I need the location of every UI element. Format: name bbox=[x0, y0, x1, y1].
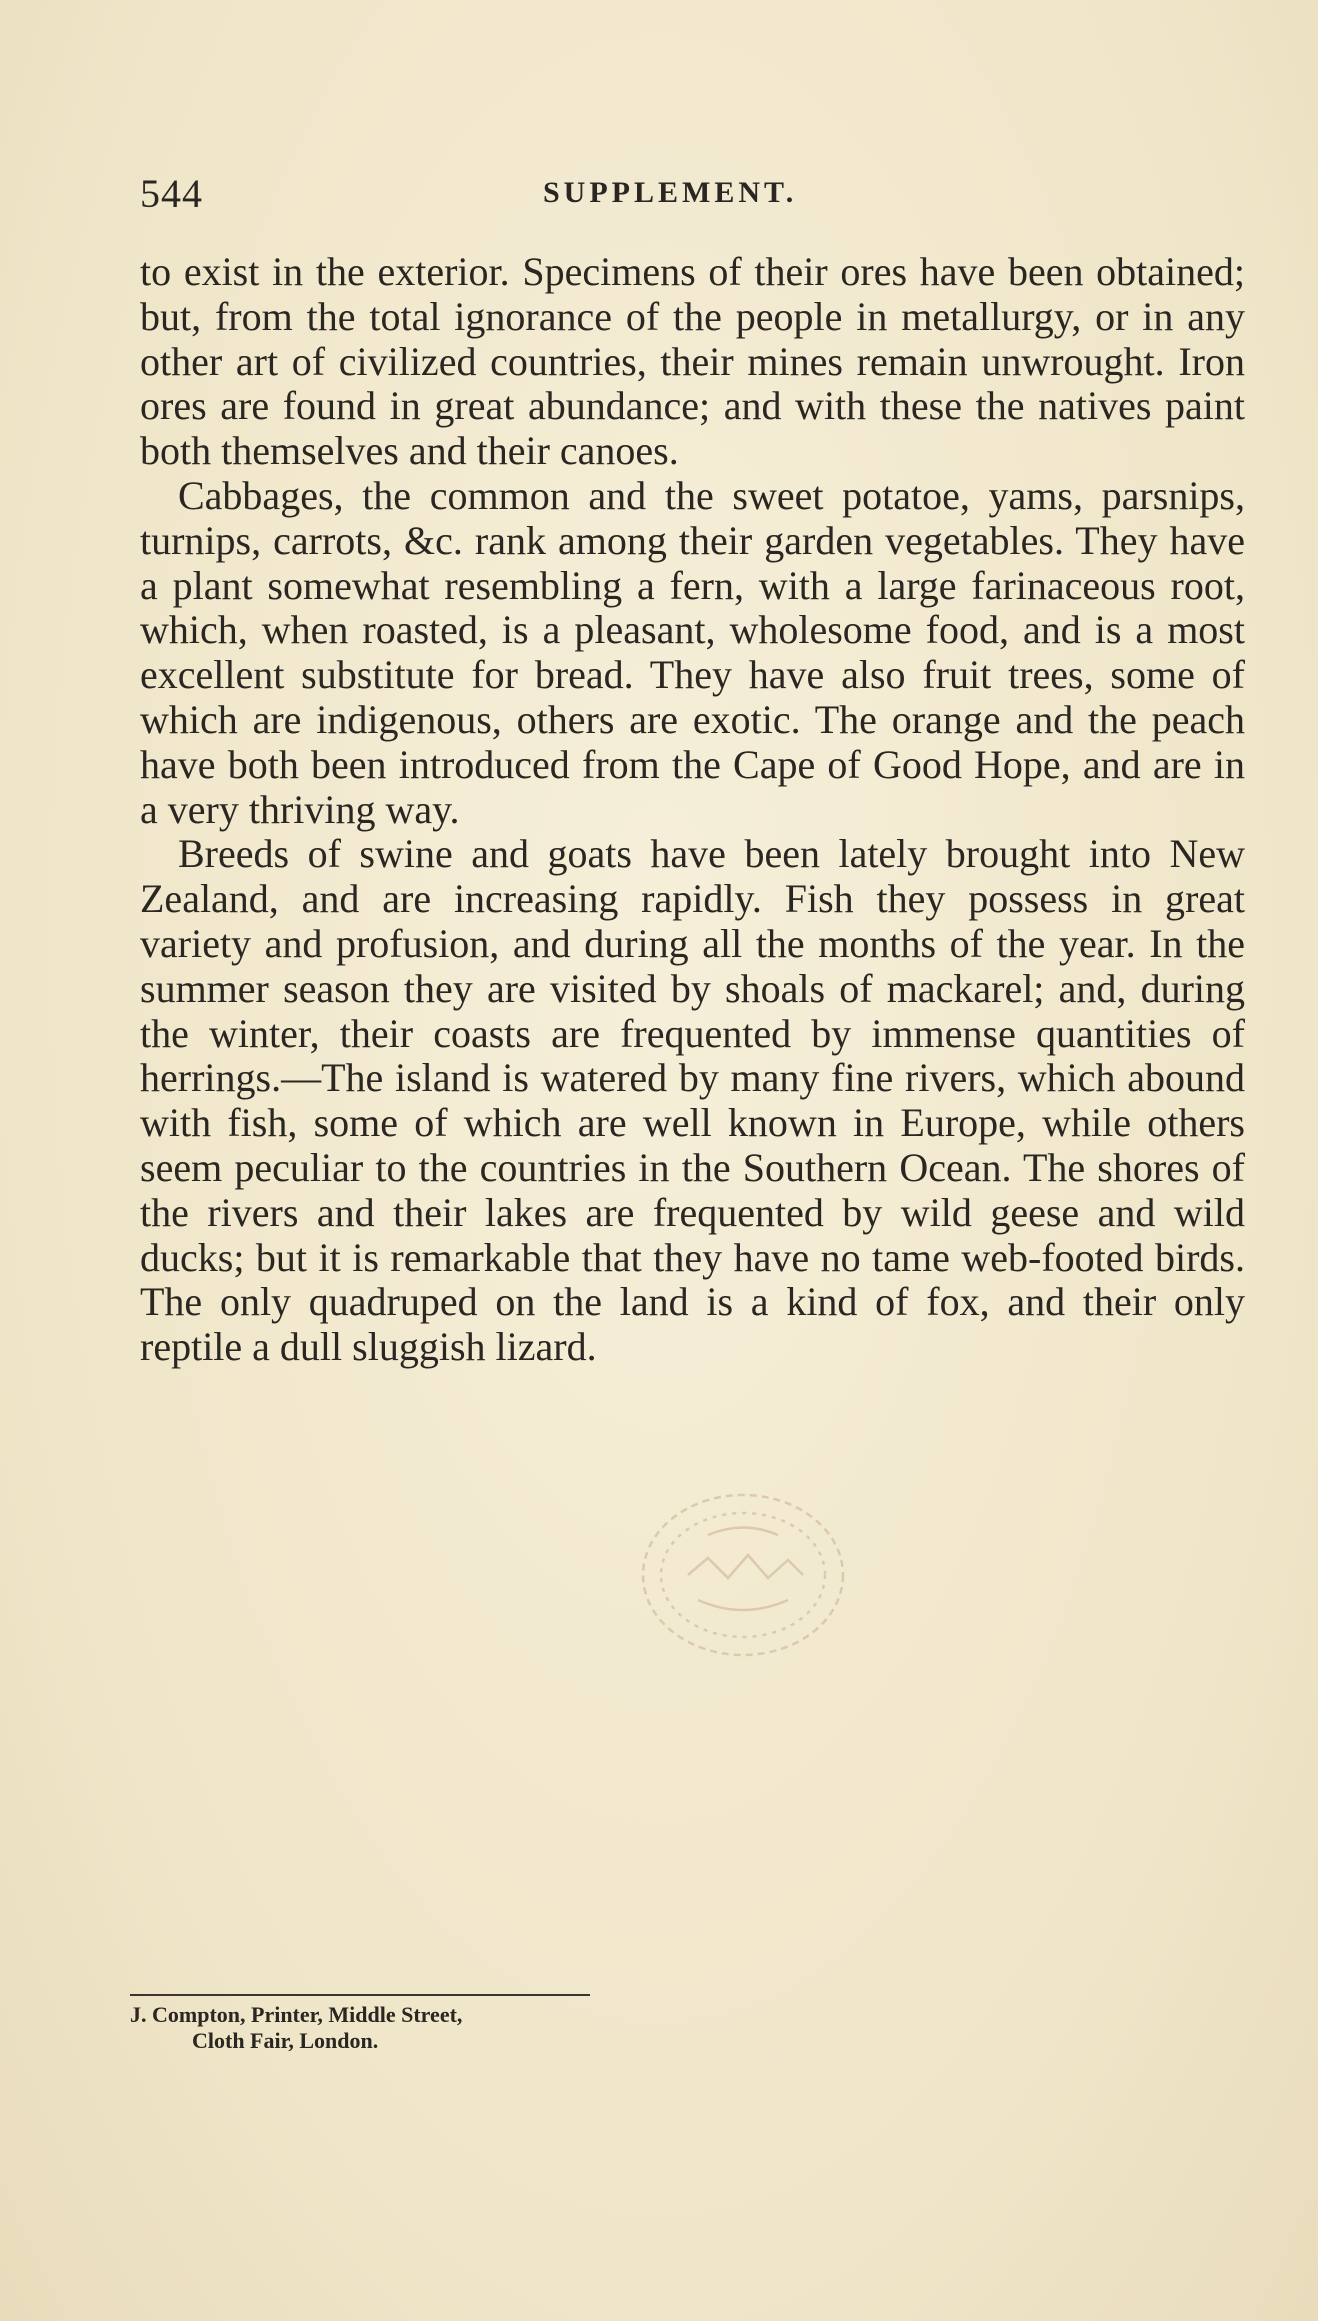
library-stamp-icon bbox=[628, 1480, 858, 1670]
page-number: 544 bbox=[140, 171, 203, 216]
imprint-line-1: J. Compton, Printer, Middle Street, bbox=[130, 2002, 463, 2027]
paragraph-2: Cabbages, the common and the sweet potatoe, yams, parsnips, turnips, carrots, &c. rank among their garden vegetables. They have a plant somewhat resembling a fern, with a large farinaceous root, which, when roasted, is a pleasant, wholesome food, and is a most excellent substitute for bread. They have also fruit trees, some of which are indigenous, others are exotic. The orange and the peach have both been introduced from the Cape of Good Hope, and are in a very thriving way. bbox=[140, 472, 1245, 832]
paragraph-1: to exist in the exterior. Specimens of their ores have been obtained; but, from the total ignorance of the people in metallurgy, or in any other art of civilized countries, their mines remain unwrought. Iron ores are found in great abundance; and with these the natives paint both themselves and their canoes. bbox=[140, 249, 1245, 474]
printer-imprint bbox=[130, 1994, 590, 2054]
imprint-line-2: Cloth Fair, London. bbox=[192, 2028, 379, 2053]
body-text bbox=[140, 250, 1245, 1370]
page-header bbox=[140, 170, 1240, 220]
paragraph-3: Breeds of swine and goats have been lately brought into New Zealand, and are increasing rapidly. Fish they possess in great variety and profusion, and during all the months of the year. In the summer season they are visited by shoals of mackarel; and, during the winter, their coasts are frequented by immense quantities of herrings.—The island is watered by many fine rivers, which abound with fish, some of which are well known in Europe, while others seem peculiar to the countries in the Southern Ocean. The shores of the rivers and their lakes are frequented by wild geese and wild ducks; but it is remarkable that they have no tame web-footed birds. The only quadruped on the land is a kind of fox, and their only reptile a dull sluggish lizard. bbox=[140, 831, 1245, 1370]
running-head: SUPPLEMENT. bbox=[543, 176, 798, 209]
